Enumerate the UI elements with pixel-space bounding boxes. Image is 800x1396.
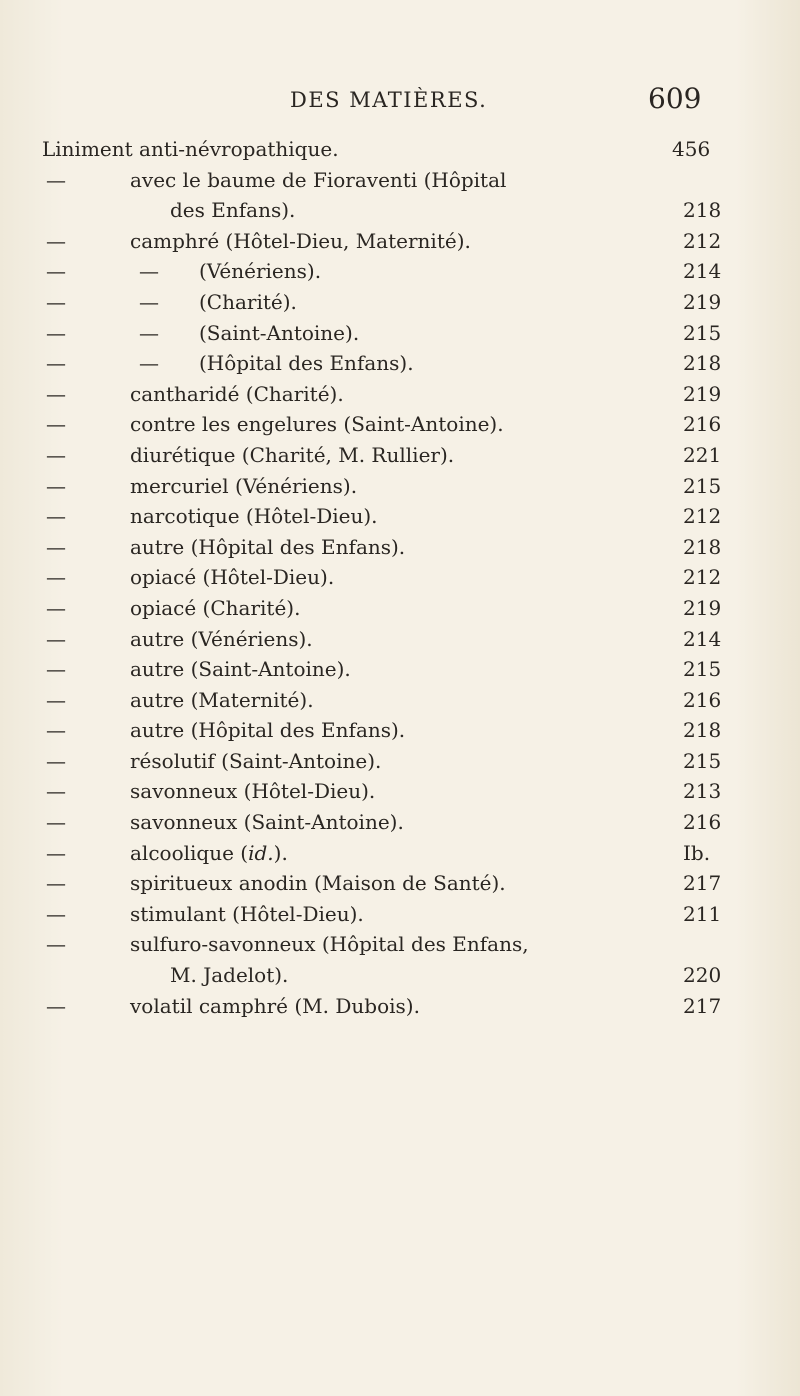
entry-dash: — [46, 779, 66, 804]
entry-dash: — [46, 810, 66, 835]
page-header [0, 82, 800, 122]
entry-text: spiritueux anodin (Maison de Santé). [130, 871, 506, 896]
entry-page: 218 [683, 198, 722, 223]
entry-dash: — [46, 289, 66, 314]
index-entry [0, 899, 800, 930]
entry-subdash: — [139, 289, 159, 314]
entry-dash: — [46, 595, 66, 620]
index-entry [0, 838, 800, 869]
entry-page: 217 [683, 993, 722, 1018]
entry-page: 218 [683, 351, 722, 376]
entry-page: 215 [683, 748, 722, 773]
entry-text: opiacé (Charité). [130, 595, 301, 620]
entry-dash: — [46, 626, 66, 651]
page-number: 609 [648, 82, 702, 115]
entry-text: narcotique (Hôtel-Dieu). [130, 504, 378, 529]
entry-text: avec le baume de Fioraventi (Hôpital [130, 167, 507, 192]
entry-text: M. Jadelot). [170, 963, 289, 988]
index-entry [0, 776, 800, 807]
entry-dash: — [46, 351, 66, 376]
entry-dash: — [46, 259, 66, 284]
entry-dash: — [46, 534, 66, 559]
entry-text: stimulant (Hôtel-Dieu). [130, 901, 364, 926]
entry-page: 217 [683, 871, 722, 896]
entry-dash: — [46, 901, 66, 926]
entry-text: volatil camphré (M. Dubois). [130, 993, 420, 1018]
index-entry [0, 318, 800, 349]
entry-page: 216 [683, 810, 722, 835]
entry-dash: — [46, 320, 66, 345]
entry-text: camphré (Hôtel-Dieu, Maternité). [130, 228, 471, 253]
entry-subdash: — [139, 259, 159, 284]
index-entry [0, 134, 800, 165]
running-head: DES MATIÈRES. [290, 88, 488, 112]
index-entry [0, 409, 800, 440]
entry-page: 213 [683, 779, 722, 804]
entry-text: mercuriel (Vénériens). [130, 473, 358, 498]
index-entry [0, 746, 800, 777]
entry-dash: — [46, 657, 66, 682]
entry-page: 219 [683, 381, 722, 406]
entry-dash: — [46, 840, 66, 865]
index-entry [0, 868, 800, 899]
entry-text-italic: id. [248, 840, 274, 865]
index-entry [0, 991, 800, 1022]
entry-dash: — [46, 473, 66, 498]
entry-dash: — [46, 932, 66, 957]
index-entry [0, 593, 800, 624]
entry-text: résolutif (Saint-Antoine). [130, 748, 382, 773]
entry-text: (Vénériens). [199, 259, 322, 284]
entry-page: 214 [683, 259, 722, 284]
entry-text: contre les engelures (Saint-Antoine). [130, 412, 504, 437]
entry-page: 456 [672, 137, 711, 161]
entry-dash: — [46, 993, 66, 1018]
entry-page: 221 [683, 442, 722, 467]
entry-dash: — [46, 748, 66, 773]
entry-text: Liniment anti-névropathique. [42, 137, 339, 161]
entry-page: 216 [683, 687, 722, 712]
entry-text-end: ). [273, 840, 288, 865]
entry-text: (Hôpital des Enfans). [199, 351, 414, 376]
index-entry [0, 715, 800, 746]
index-entry [0, 929, 800, 960]
entry-page: 215 [683, 320, 722, 345]
index-entry [0, 348, 800, 379]
entry-page: 216 [683, 412, 722, 437]
entry-page: 218 [683, 718, 722, 743]
entry-text-main: alcoolique ( [130, 840, 249, 865]
entry-dash: — [46, 565, 66, 590]
index-entry [0, 532, 800, 563]
index-entry [0, 501, 800, 532]
entry-dash: — [46, 381, 66, 406]
entry-text: (Charité). [199, 289, 297, 314]
entry-dash: — [46, 167, 66, 192]
entry-text: autre (Maternité). [130, 687, 314, 712]
index-entry [0, 807, 800, 838]
entry-page: 219 [683, 289, 722, 314]
entry-page: 211 [683, 901, 722, 926]
entry-text: diurétique (Charité, M. Rullier). [130, 442, 455, 467]
entry-page: 212 [683, 565, 722, 590]
entry-page: 212 [683, 228, 722, 253]
entry-page: 220 [683, 963, 722, 988]
index-entry [0, 287, 800, 318]
index-entry [0, 195, 800, 226]
index-entry [0, 471, 800, 502]
index-entry [0, 440, 800, 471]
entry-text: autre (Vénériens). [130, 626, 313, 651]
entry-dash: — [46, 228, 66, 253]
entry-text: sulfuro-savonneux (Hôpital des Enfans, [130, 932, 529, 957]
entry-subdash: — [139, 320, 159, 345]
index-list [0, 134, 800, 1021]
entry-text: autre (Saint-Antoine). [130, 657, 351, 682]
entry-page: 215 [683, 473, 722, 498]
index-entry [0, 960, 800, 991]
entry-dash: — [46, 504, 66, 529]
entry-text [130, 838, 288, 868]
entry-dash: — [46, 442, 66, 467]
index-entry [0, 562, 800, 593]
entry-dash: — [46, 718, 66, 743]
entry-text: opiacé (Hôtel-Dieu). [130, 565, 335, 590]
index-entry [0, 226, 800, 257]
entry-page: 218 [683, 534, 722, 559]
entry-text: cantharidé (Charité). [130, 381, 344, 406]
entry-page: Ib. [683, 840, 711, 865]
index-entry [0, 624, 800, 655]
index-entry [0, 685, 800, 716]
entry-subdash: — [139, 351, 159, 376]
index-entry [0, 654, 800, 685]
entry-dash: — [46, 871, 66, 896]
entry-dash: — [46, 412, 66, 437]
entry-text: des Enfans). [170, 198, 296, 223]
entry-text: savonneux (Saint-Antoine). [130, 810, 404, 835]
index-entry [0, 165, 800, 196]
entry-text: (Saint-Antoine). [199, 320, 360, 345]
entry-page: 215 [683, 657, 722, 682]
entry-dash: — [46, 687, 66, 712]
index-entry [0, 256, 800, 287]
entry-page: 212 [683, 504, 722, 529]
entry-text: autre (Hôpital des Enfans). [130, 534, 406, 559]
entry-page: 214 [683, 626, 722, 651]
entry-text: savonneux (Hôtel-Dieu). [130, 779, 376, 804]
entry-text: autre (Hôpital des Enfans). [130, 718, 406, 743]
entry-page: 219 [683, 595, 722, 620]
index-entry [0, 379, 800, 410]
